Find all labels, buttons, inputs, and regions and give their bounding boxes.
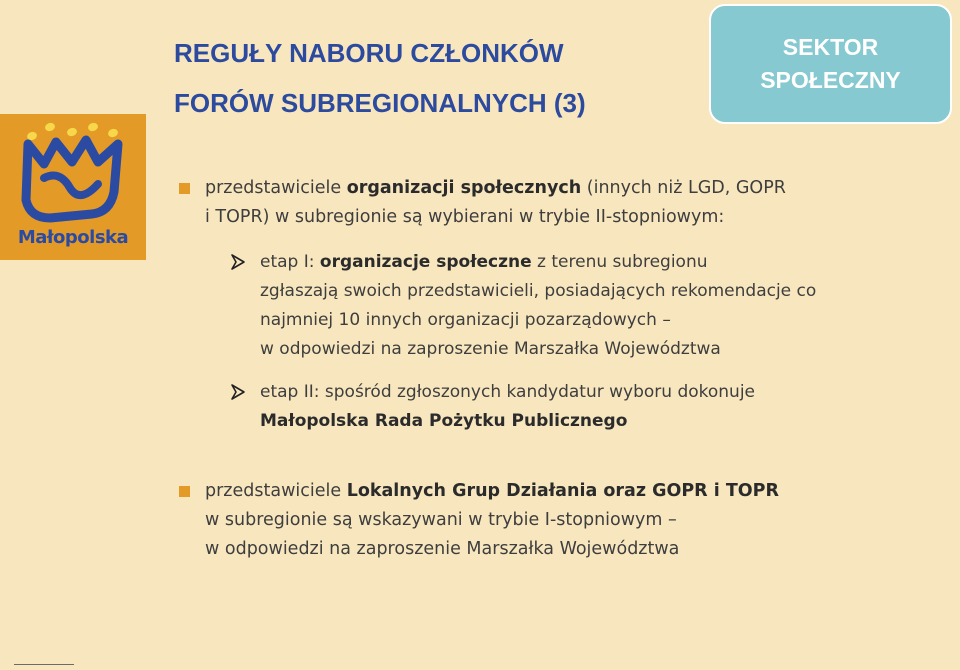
malopolska-logo [0,114,146,260]
sub1-text: etap I: [260,252,320,272]
arrow-bullet-icon [230,253,248,271]
badge-line-1: SEKTOR [782,34,879,60]
logo-text: Małopolska [17,227,129,248]
page-title [174,28,586,128]
square-bullet-icon [179,486,190,497]
bullet1-bold: organizacji społecznych [346,178,582,198]
bullet1-line2: i TOPR) w subregionie są wybierani w trybie II-stopniowym: [205,207,725,227]
footer-divider [14,664,74,665]
square-bullet-icon [179,183,190,194]
bullet2-line1 [205,477,779,506]
bullet2-text: przedstawiciele [205,481,347,501]
bullet1-text-post: (innych niż LGD, GOPR [581,178,786,198]
badge-line-2: SPOŁECZNY [760,67,901,93]
sub1-text-post: z terenu subregionu [531,252,708,272]
sub1-line2: zgłaszają swoich przedstawicieli, posiadających rekomendacje co [260,281,817,301]
sub2-line2 [260,407,627,436]
sector-badge [709,4,952,124]
arrow-bullet-icon [230,383,248,401]
sub1-bold: organizacje społeczne [319,252,532,272]
title-line-2: FORÓW SUBREGIONALNYCH (3) [174,88,586,118]
sub1-line4: w odpowiedzi na zaproszenie Marszałka Województwa [260,339,721,359]
bullet1-text: przedstawiciele [205,178,347,198]
sub1-line1 [260,248,708,277]
bullet1-line1 [205,174,786,203]
sub2-line1: etap II: spośród zgłoszonych kandydatur wyboru dokonuje [260,382,756,402]
sub2-bold: Małopolska Rada Pożytku Publicznego [260,411,628,431]
bullet2-bold: Lokalnych Grup Działania oraz GOPR i TOPR [346,481,779,501]
bullet2-line2: w subregionie są wskazywani w trybie I-stopniowym – [205,510,677,530]
bullet2-line3: w odpowiedzi na zaproszenie Marszałka Województwa [205,539,680,559]
title-line-1: REGUŁY NABORU CZŁONKÓW [174,38,564,68]
sub1-line3: najmniej 10 innych organizacji pozarządowych – [260,310,671,330]
